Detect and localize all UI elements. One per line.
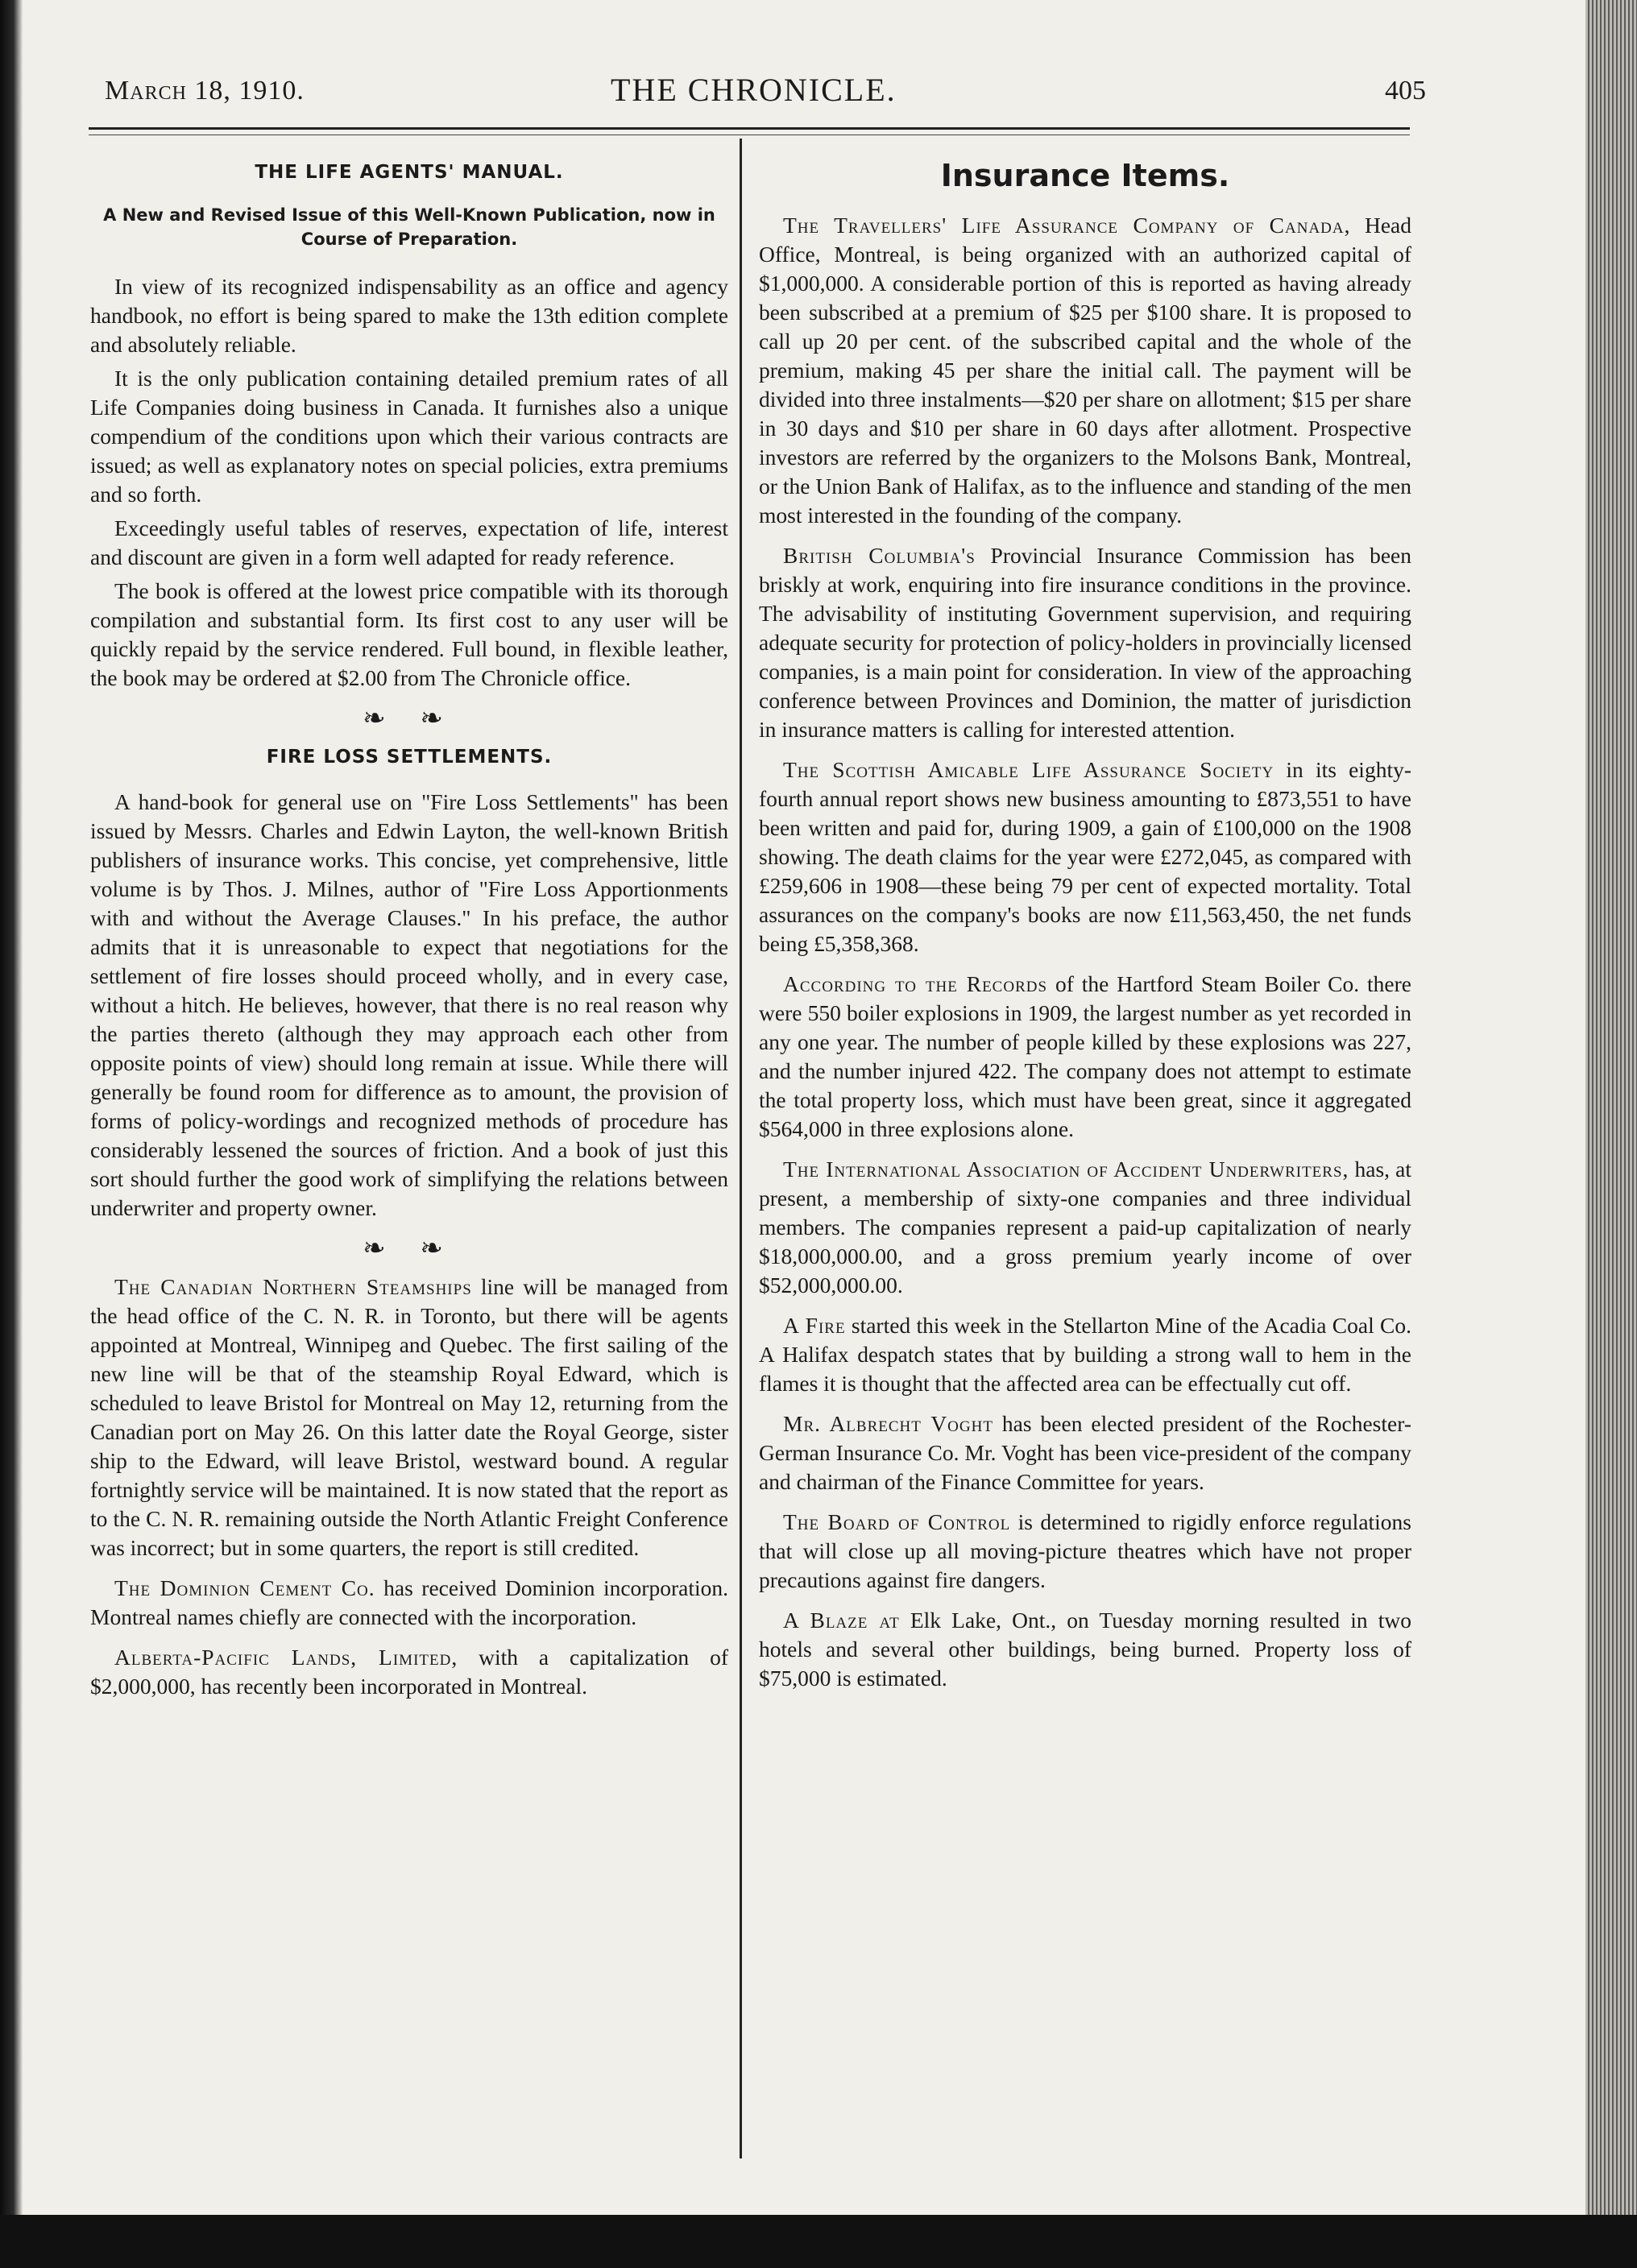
article-body: Provincial Insurance Commission has been briskly at work, enquiring into fire insurance conditions in the province. The advisability of instituting Government supervision, and requiring adequate security for protection of policy-holders in provincially licensed companies, is a main point for consideration. In view of the approaching conference between Provinces and Dominion, the matter of jurisdiction in insurance matters is calling for interested attention. — [759, 543, 1412, 742]
lead-in: Mr. Albrecht Voght — [783, 1411, 993, 1436]
article-canadian-northern — [90, 1273, 728, 1562]
article-board-of-control — [759, 1508, 1411, 1595]
article-body: with a capitalization of $2,000,000, has recently been incorporated in Montreal. — [90, 1645, 728, 1699]
article-body: line will be managed from the head office of the C. N. R. in Toronto, but there will be agents appointed at Montreal, Winnipeg and Quebec. The first sailing of the new line will be that of the steamship Royal Edward, which is scheduled to leave Bristol for Montreal on May 12, returning from the Canadian port on May 26. On this latter date the Royal George, sister ship to the Edward, will leave Bristol, westward bound. A regular fortnightly service will be maintained. It is now stated that the report as to the C. N. R. remaining outside the North Atlantic Freight Conference was incorrect; but in some quarters, the report is still credited. — [90, 1274, 728, 1560]
publication-title: THE CHRONICLE. — [611, 72, 897, 108]
lead-in: The Scottish Amicable Life Assurance Society — [783, 757, 1274, 782]
lead-in: The Board of Control — [783, 1509, 1011, 1534]
article-body: has been elected president of the Rochester-German Insurance Co. Mr. Voght has been vice-president of the company and chairman of the Finance Committee for years. — [759, 1411, 1411, 1494]
manual-paragraph: In view of its recognized indispensability as an office and agency handbook, no effort is being spared to make the 13th edition complete and absolutely reliable. — [90, 274, 728, 357]
article-body: Elk Lake, Ont., on Tuesday morning resulted in two hotels and several other buildings, being burned. Property loss of $75,000 is estimated. — [759, 1608, 1411, 1691]
fire-loss-heading: FIRE LOSS SETTLEMENTS. — [266, 747, 553, 768]
article-fire-stellarton — [759, 1311, 1411, 1398]
article-elk-lake — [759, 1606, 1411, 1693]
header-rule — [89, 127, 1410, 135]
article-body: in its eighty-fourth annual report shows new business amounting to £873,551 to have been written and paid for, during 1909, a gain of £100,000 on the 1908 showing. The death claims for the year were £272,045, as compared with £259,606 in 1908—these being 79 per cent of expected mortality. Total assurances on the company's books are now £11,563,450, the net funds being £5,358,368. — [759, 757, 1411, 956]
article-body: is determined to rigidly enforce regulations that will close up all moving-picture theatres which have not proper precautions against fire dangers. — [759, 1509, 1412, 1592]
article-body: Head Office, Montreal, is being organized with an authorized capital of $1,000,000. A considerable portion of this is reported as having already been subscribed at a premium of $25 per $100 share. It is proposed to call up 20 per cent. of the subscribed capital and the whole of the premium, making 45 per share the initial call. The payment will be divided into three instalments—$20 per share on allotment; $15 per share in 30 days and $10 per share in 60 days after allotment. Prospective investors are referred by the organizers to the Molsons Bank, Montreal, or the Union Bank of Halifax, as to the influence and standing of the men most interested in the founding of the company. — [759, 213, 1411, 528]
page-number: 405 — [1385, 76, 1426, 106]
section-ornament-2: ❧ ❧ — [363, 1232, 456, 1264]
section-ornament: ❧ ❧ — [363, 702, 456, 735]
scan-right-edge — [1585, 0, 1637, 2268]
scan-left-edge — [0, 0, 23, 2268]
article-travellers — [759, 211, 1411, 530]
manual-paragraph: The book is offered at the lowest price compatible with its thorough compilation and substantial form. Its first cost to any user will be quickly repaid by the service rendered. Full bound, in flexible leather, the book may be ordered at $2.00 from The Chronicle office. — [90, 578, 728, 690]
insurance-items-heading: Insurance Items. — [940, 158, 1230, 193]
lead-in: Alberta-Pacific Lands, Limited, — [114, 1645, 458, 1670]
article-alberta-pacific — [90, 1643, 728, 1701]
article-scottish-amicable — [759, 755, 1411, 958]
article-hartford — [759, 970, 1411, 1144]
article-body: has received Dominion incorporation. Montreal names chiefly are connected with the incorporation. — [90, 1575, 728, 1629]
lead-in: The Canadian Northern Steamships — [114, 1274, 472, 1299]
article-body: has, at present, a membership of sixty-one companies and three individual members. The companies represent a paid-up capitalization of nearly $18,000,000.00, and a gross premium yearly income of over $52,000,000.00. — [759, 1157, 1411, 1297]
article-british-columbia — [759, 541, 1411, 744]
lead-in: According to the Records — [783, 971, 1048, 996]
lead-in: The Travellers' Life Assurance Company of Canada, — [783, 213, 1351, 238]
scan-bottom-band — [0, 2215, 1637, 2268]
page-header — [81, 71, 1426, 119]
lead-in: The Dominion Cement Co. — [114, 1575, 375, 1600]
lead-in: A Fire — [783, 1313, 846, 1338]
right-column — [759, 153, 1411, 1704]
lead-in: British Columbia's — [783, 543, 976, 568]
manual-heading: THE LIFE AGENTS' MANUAL. — [255, 162, 564, 183]
issue-date: March 18, 1910. — [105, 76, 305, 106]
fire-loss-paragraph: A hand-book for general use on "Fire Loss Settlements" has been issued by Messrs. Charles and Edwin Layton, the well-known British publishers of insurance works. This concise, yet comprehensive, little volume is by Thos. J. Milnes, author of "Fire Loss Apportionments with and without the Average Clauses." In his preface, the author admits that it is unreasonable to expect that negotiations for the settlement of fire losses should proceed wholly, and in every case, without a hitch. He believes, however, that there is no real reason why the parties thereto (although they may approach each other from opposite points of view) should long remain at issue. While there will generally be found room for difference as to amount, the provision of forms of policy-wordings and recognized methods of procedure has considerably lessened the sources of friction. And a book of just this sort should further the good work of simplifying the relations between underwriter and property owner. — [90, 789, 728, 1220]
lead-in: The International Association of Accident Underwriters, — [783, 1157, 1349, 1182]
article-voght — [759, 1409, 1411, 1496]
article-body: of the Hartford Steam Boiler Co. there were 550 boiler explosions in 1909, the largest number as yet recorded in any one year. The number of people killed by these explosions was 227, and the number injured 422. The company does not attempt to estimate the total property loss, which must have been great, since it aggregated $564,000 in three explosions alone. — [759, 971, 1411, 1141]
manual-paragraph: Exceedingly useful tables of reserves, expectation of life, interest and discount are given in a form well adapted for ready reference. — [90, 515, 728, 569]
article-body: started this week in the Stellarton Mine of the Acadia Coal Co. A Halifax despatch states that by building a strong wall to hem in the flames it is thought that the affected area can be effectually cut off. — [759, 1313, 1412, 1396]
left-column — [90, 153, 728, 1712]
manual-paragraph: It is the only publication containing detailed premium rates of all Life Companies doing business in Canada. It furnishes also a unique compendium of the conditions upon which their various contracts are issued; as well as explanatory notes on special policies, extra premiums and so forth. — [90, 366, 728, 507]
manual-subheading: A New and Revised Issue of this Well-Known Publication, now in Course of Preparation. — [103, 205, 715, 249]
article-international — [759, 1155, 1411, 1300]
article-dominion-cement — [90, 1574, 728, 1632]
lead-in: A Blaze at — [783, 1608, 900, 1633]
column-divider — [740, 139, 742, 2158]
